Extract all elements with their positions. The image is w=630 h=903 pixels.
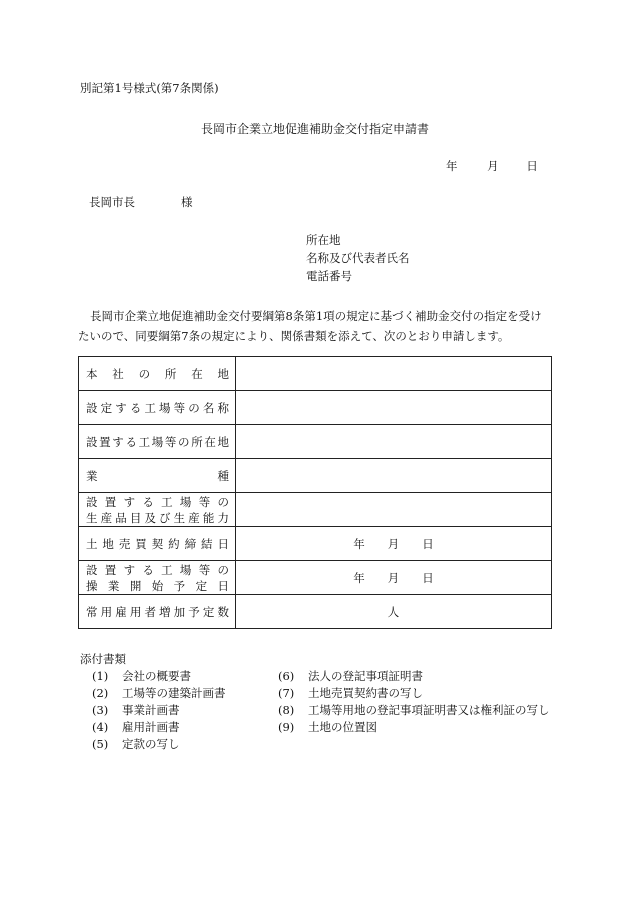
applicant-name-label: 名称及び代表者氏名 [306,251,410,265]
applicant-address-label: 所在地 [306,233,341,247]
table-row [79,391,552,425]
row-label: 業種 [79,459,236,493]
addressee [89,194,193,210]
body-line-2: たいので、同要綱第7条の規定により、関係書類を添えて、次のとおり申請します。 [78,329,510,343]
table-row [79,357,552,391]
date-line [446,158,538,174]
attachments-title: 添付書類 [80,652,126,666]
attachment-item: (4) 雇用計画書 [92,720,180,734]
attachment-item: (5) 定款の写し [92,737,180,751]
date-year: 年 [446,159,458,173]
table-row [79,527,552,561]
row-label: 常用雇用者増加予定数 [79,595,236,629]
body-line-1: 長岡市企業立地促進補助金交付要綱第8条第1項の規定に基づく補助金交付の指定を受け [90,309,542,323]
row-value-field[interactable]: 年 月 日 [236,527,552,561]
form-label: 別記第1号様式(第7条関係) [80,81,219,95]
application-table [78,356,552,629]
table-row [79,595,552,629]
row-value-field[interactable]: 年 月 日 [236,561,552,595]
table-row [79,425,552,459]
row-label: 土地売買契約締結日 [79,527,236,561]
body-text [78,306,556,346]
attachment-item: (2) 工場等の建築計画書 [92,686,226,700]
row-label: 設置する工場等の所在地 [79,425,236,459]
attachment-item: (8) 工場等用地の登記事項証明書又は権利証の写し [278,703,550,717]
attachment-item: (3) 事業計画書 [92,703,180,717]
row-label: 本社の所在地 [79,357,236,391]
table-row [79,493,552,527]
attachment-item: (7) 土地売買契約書の写し [278,686,423,700]
date-month: 月 [487,159,499,173]
attachment-item: (9) 土地の位置図 [278,720,377,734]
document-title: 長岡市企業立地促進補助金交付指定申請書 [200,122,429,136]
row-label: 設置する工場等の 生産品目及び生産能力 [79,493,236,527]
table-row [79,561,552,595]
row-value-field[interactable] [236,391,552,425]
date-day: 日 [526,159,538,173]
row-value-field[interactable]: 人 [236,595,552,629]
row-label: 設定する工場等の名称 [79,391,236,425]
addressee-name: 長岡市長 [89,195,135,209]
attachment-item: (6) 法人の登記事項証明書 [278,669,423,683]
row-label: 設置する工場等の 操業開始予定日 [79,561,236,595]
attachment-item: (1) 会社の概要書 [92,669,191,683]
applicant-phone-label: 電話番号 [306,269,352,283]
addressee-honorific: 様 [181,195,193,209]
row-value-field[interactable] [236,357,552,391]
table-row [79,459,552,493]
row-value-field[interactable] [236,493,552,527]
row-value-field[interactable] [236,459,552,493]
row-value-field[interactable] [236,425,552,459]
